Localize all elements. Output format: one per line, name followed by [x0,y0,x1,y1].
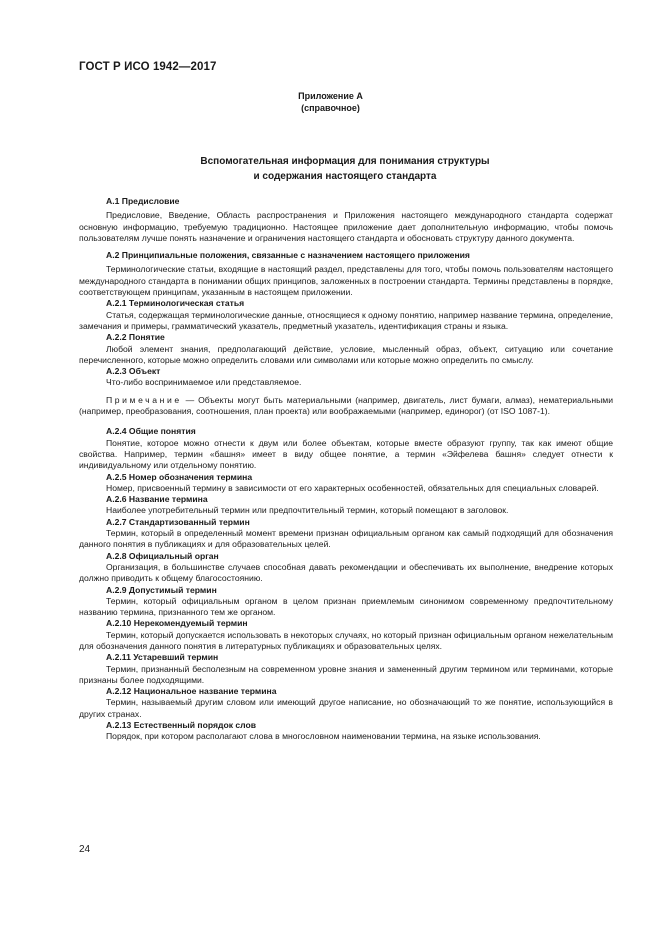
note-text: — Объекты могут быть материальными (например, двигатель, лист бумаги, алмаз), нематериальными (например, преобразования, соотношения, план проекта) или воображаемыми (например, единорог) (от ISO 1087-1). [79,394,613,417]
annex-heading-line-2: и содержания настоящего стандарта [253,171,437,182]
section-text-a211: Термин, признанный бесполезным на современном уровне знания и замененный другим термином или терминами, которые признаны более подходящими. [79,663,613,685]
annex-title [0,91,661,101]
document-body [79,196,613,743]
section-heading-a27: А.2.7 Стандартизованный термин [106,516,250,527]
section-text-a27: Термин, который в определенный момент времени признан официальным органом как самый подходящий для обозначения данного понятия в публикациях и для образовательных целей. [79,528,613,550]
section-text-a23: Что-либо воспринимаемое или представляемое. [106,377,302,388]
section-text-a25: Номер, присвоенный термину в зависимости от его характерных особенностей, обязательных для специальных словарей. [106,482,599,493]
section-text-a213: Порядок, при котором располагают слова в многословном наименовании термина, на языке использования. [106,731,541,742]
section-heading-a28: А.2.8 Официальный орган [106,550,219,561]
section-text-a21: Статья, содержащая терминологические данные, относящиеся к одному понятию, например название термина, определение, замечания и примеры, грамматический указатель, предметный указатель, идентификация страны и языка. [79,309,613,331]
annex-label: Приложение А [298,91,363,101]
section-heading-a210: А.2.10 Нерекомендуемый термин [106,618,248,629]
section-text-a1: Предисловие, Введение, Область распространения и Приложения настоящего международного стандарта содержат основную информацию, требуемую традиционно. Настоящее приложение дает дополнительную информацию, чтобы помочь пользователям лучше понять назначение и ограничения настоящего стандарта и обосновать структуру данного документа. [79,210,613,243]
section-heading-a212: А.2.12 Национальное название термина [106,686,277,697]
section-text-a2: Терминологические статьи, входящие в настоящий раздел, представлены для того, чтобы помочь пользователям настоящего международного стандарта в понимании общих принципов, заложенных в построении стандарта. Термины представлены в порядке, соответствующем принципам, указанным в настоящем приложении. [79,264,613,298]
note-a23 [79,395,613,418]
section-heading-a23: А.2.3 Объект [106,366,161,377]
section-heading-a29: А.2.9 Допустимый термин [106,584,217,595]
note-label: Примечание [106,394,182,405]
page-number: 24 [79,844,91,855]
section-heading-a26: А.2.6 Название термина [106,494,208,505]
section-heading-a211: А.2.11 Устаревший термин [106,652,219,663]
annex-heading-line-1: Вспомогательная информация для понимания структуры [200,156,490,167]
section-heading-a25: А.2.5 Номер обозначения термина [106,471,253,482]
section-heading-a24: А.2.4 Общие понятия [106,426,196,437]
annex-type: (справочное) [301,103,360,113]
section-heading-a213: А.2.13 Естественный порядок слов [106,720,257,731]
section-text-a24: Понятие, которое можно отнести к двум или более объектам, которые вместе образуют группу, так как имеют общие свойства. Например, термин «башня» имеет в виду общее понятие, а термин «Эйфелева башня» следует отнести к индивидуальному или отдельному понятию. [79,437,613,471]
section-text-a212: Термин, называемый другим словом или имеющий другое написание, но обозначающий то же понятие, использующийся в других странах. [79,697,613,719]
section-heading-a1: А.1 Предисловие [106,196,180,206]
section-heading-a21: А.2.1 Терминологическая статья [106,298,245,309]
section-text-a210: Термин, который допускается использовать в некоторых случаях, но который признан официальным органом нежелательным для обозначения данного понятия в литературных публикациях и образовательных целях. [79,629,613,651]
section-heading-a2: А.2 Принципиальные положения, связанные с назначением настоящего приложения [106,250,470,261]
annex-heading [0,154,661,184]
section-text-a26: Наиболее употребительный термин или предпочтительный термин, который помещают в заголовок. [106,505,509,516]
section-text-a28: Организация, в большинстве случаев способная давать рекомендации и обеспечивать их выполнение, внедрение которых должно приводить к общему благосостоянию. [79,561,613,584]
section-text-a29: Термин, который официальным органом в целом признан приемлемым синонимом современному предпочтительному названию термина, признанного тем же органом. [79,595,613,618]
section-text-a22: Любой элемент знания, предполагающий действие, условие, мысленный образ, объект, ситуацию или сочетание перечисленного, которые можно определить словами или символами или которые можно определить по смыслу. [79,343,613,365]
section-heading-a22: А.2.2 Понятие [106,332,165,343]
standard-designation: ГОСТ Р ИСО 1942—2017 [79,61,217,73]
annex-subtitle [0,103,661,113]
